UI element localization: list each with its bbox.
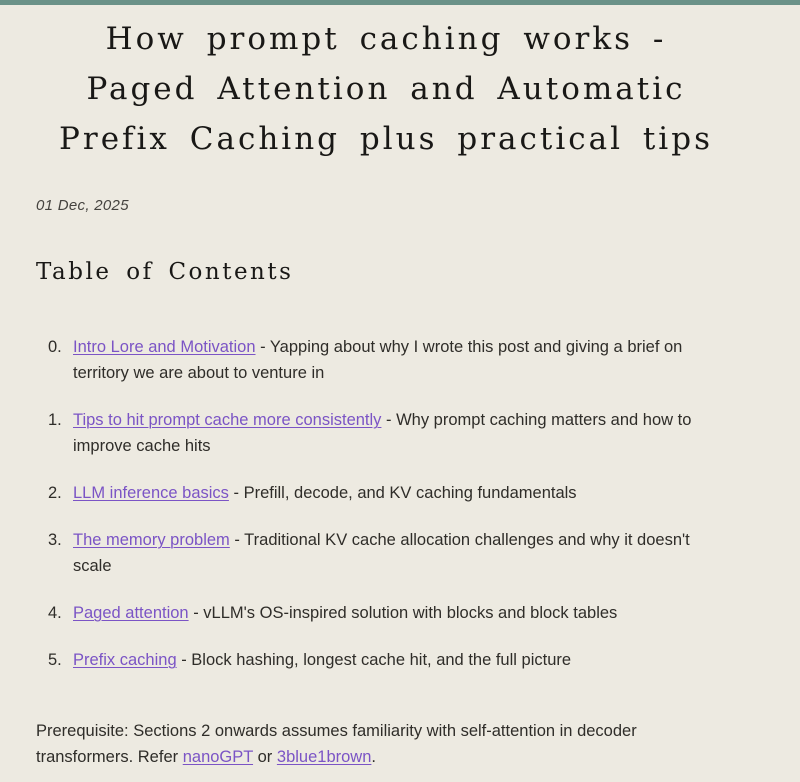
top-accent-bar [0,0,800,5]
toc-item-description: - Why prompt caching matters and how to improve cache hits [73,411,692,455]
toc-list [36,334,730,673]
toc-item-intro [48,334,730,386]
toc-link-llm-inference-basics[interactable]: LLM inference basics [73,484,229,502]
toc-item-prefix-caching [48,647,730,673]
toc-item-number: 5. [48,651,62,669]
toc-item-number: 4. [48,604,62,622]
toc-link-tips-to-hit-prompt-cache[interactable]: Tips to hit prompt cache more consistently [73,411,382,429]
publish-date: 01 Dec, 2025 [36,197,129,214]
toc-heading: Table of Contents [36,259,294,285]
nanogpt-link[interactable]: nanoGPT [182,748,254,766]
prerequisite-text-period: . [371,748,376,766]
prerequisite-note [36,718,696,770]
toc-link-the-memory-problem[interactable]: The memory problem [73,531,230,549]
toc-item-description: - Yapping about why I wrote this post and giving a brief on territory we are about to venture in [73,338,683,382]
3blue1brown-link[interactable]: 3blue1brown [276,748,372,766]
article [0,14,800,770]
toc-item-llm-inference [48,480,730,506]
page-title: How prompt caching works - Paged Attention and Automatic Prefix Caching plus practical tips [59,21,713,157]
toc-item-number: 1. [48,411,62,429]
toc-item-number: 3. [48,531,62,549]
toc-item-number: 0. [48,338,62,356]
toc-link-intro-lore-and-motivation[interactable]: Intro Lore and Motivation [73,338,256,356]
toc-item-description: - vLLM's OS-inspired solution with blocks and block tables [188,604,618,622]
toc-item-paged-attention [48,600,730,626]
toc-item-description: - Prefill, decode, and KV caching fundamentals [228,484,577,502]
toc-item-tips [48,407,730,459]
prerequisite-text-or: or [253,748,277,766]
toc-item-number: 2. [48,484,62,502]
toc-item-memory-problem [48,527,730,579]
toc-item-description: - Block hashing, longest cache hit, and the full picture [176,651,572,669]
prerequisite-text: Prerequisite: Sections 2 onwards assumes familiarity with self-attention in decoder transformers. Refer [36,722,637,766]
toc-link-paged-attention[interactable]: Paged attention [73,604,189,622]
toc-link-prefix-caching[interactable]: Prefix caching [73,651,177,669]
toc-item-description: - Traditional KV cache allocation challenges and why it doesn't scale [73,531,690,575]
